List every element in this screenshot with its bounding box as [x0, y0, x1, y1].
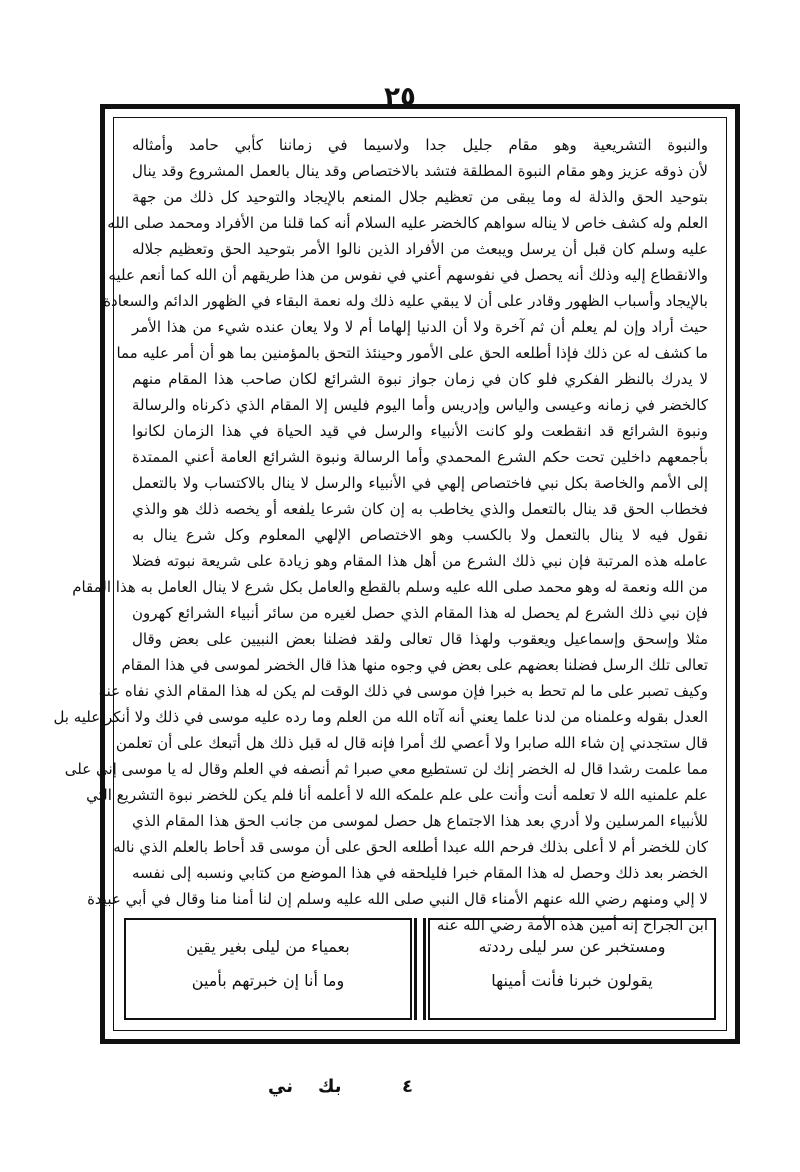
- text-line: كان للخضر أم لا أعلى بذلك فرحم الله عبدا أطلعه الحق على أن موسى قد أحاط بالعلم الذي ناله: [113, 838, 708, 856]
- text-line: بالإيجاد وأسباب الظهور وقادر على أن لا يبقي عليه ذلك وله نعمة البقاء في الظهور الدائم والسعادة: [103, 292, 708, 310]
- text-line: للأنبياء المرسلين ولا أدري بعد هذا الاجتماع هل حصل لموسى من جانب الحق هذا المقام الذي: [132, 812, 708, 830]
- text-line: والنبوة التشريعية وهو مقام جليل جدا ولاسيما في زماننا كأبي حامد وأمثاله: [132, 136, 708, 154]
- text-line: فخطاب الحق قد ينال بالتعمل والذي يخاطب به إن كان شرعا يلفعه أو يخصه ذلك هو والذي: [132, 500, 708, 518]
- text-line: بتوحيد الحق والذلة له وما يبقى من تعظيم جلال المنعم بالإيجاد والتوحيد كل ذلك من جهة: [132, 188, 708, 206]
- verse: وما أنا إن خبرتهم بأمين: [191, 971, 345, 990]
- signature-mark: ٤: [402, 1076, 413, 1097]
- text-line: وكيف تصبر على ما لم تحط به خبرا فإن موسى في ذلك الوقت لم يكن له هذا المقام الذي نفاه عنه: [98, 682, 708, 700]
- text-line: إلى الأمم والخاصة بكل نبي فاختصاص إلهي في الأنبياء والرسل لا ينال بالاكتساب ولا بالتعمل: [132, 474, 708, 492]
- poem-left-hemistich: [124, 918, 412, 1020]
- text-line: نقول فيه لا ينال بالتعمل ولا بالكسب وهو الاختصاص الإلهي المعلوم وكل شرع ينال به: [132, 526, 708, 544]
- text-line: كالخضر في زمانه وعيسى والياس وإدريس وأما اليوم فليس إلا المقام الذي ذكرناه والرسالة: [132, 396, 708, 414]
- text-line: قال ستجدني إن شاء الله صابرا ولا أعصي لك أمرا فإنه قال له قبل ذلك هل أتبعك على أن تعلمن: [115, 734, 708, 752]
- text-line: العدل بقوله وعلمناه من لدنا علما يعني أنه آتاه الله من العلم وما رده عليه موسى في ذلك ولا أنكر عليه بل: [53, 708, 708, 726]
- text-body: [53, 132, 708, 934]
- text-line: العلم وله كشف خاص لا يناله سواهم كالخضر عليه السلام أنه كما قلنا من الأفراد ومحمد صلى الله: [107, 214, 708, 232]
- inner-frame: [53, 117, 727, 1031]
- text-line: لأن ذوقه عزيز وهو مقام النبوة المطلقة فتشد بالاختصاص وقد ينال بالعمل المشروع وقد ينال: [132, 162, 708, 180]
- text-line: مثلا وإسحق وإسماعيل ويعقوب ولهذا قال تعالى ولقد فضلنا بعض النبيين على بعض وقال: [132, 630, 708, 648]
- text-line: ما كشف له عن ذلك فإذا أطلعه الحق على الأمور وحينئذ التحق بالمؤمنين بما هو أن أمر عليه مما: [116, 344, 708, 362]
- poem-right-hemistich: [428, 918, 716, 1020]
- text-line: من الله ونعمة له وهو محمد صلى الله عليه وسلم بالقطع والعامل بكل شرع لا ينال العامل به هذا المقام: [72, 578, 708, 596]
- text-line: ابن الجراح إنه أمين هذه الأمة رضي الله عنه: [436, 916, 708, 934]
- text-line: الخضر بعد ذلك وحصل له هذا المقام خبرا فليلحقه في هذا الموضع من كتابي ونسبه إلى نفسه: [132, 864, 708, 882]
- verse: ومستخبر عن سر ليلى رددته: [478, 937, 666, 956]
- page-footer: [0, 1076, 800, 1116]
- text-line: عليه وسلم كان قبل أن يرسل ويبعث من الأفراد الذين نالوا الأمر بتوحيد الحق وتعظيم جلاله: [132, 240, 708, 258]
- text-line: ونبوة الشرائع قد انقطعت ولو كانت الأنبياء والرسل في قيد الحياة في هذا الزمان لكانوا: [132, 422, 708, 440]
- text-line: عامله هذه المرتبة فإن نبي ذلك الشرع من أهل هذا المقام وهو زيادة على شريعة نبوته فضلا: [132, 552, 708, 570]
- poem-box: [124, 918, 716, 1020]
- text-line: مما علمت رشدا قال له الخضر إنك لن تستطيع معي صبرا ثم أنصفه في العلم وقال له يا موسى إني على: [64, 760, 708, 778]
- verse: بعمياء من ليلى بغير يقين: [186, 937, 350, 956]
- text-line: حيث أراد وإن لم يعلم أن ثم آخرة ولا أن الدنيا إلهاما أم لا ولا يعان عنده شيء من هذا الأمر: [132, 318, 708, 336]
- text-line: علم علمنيه الله لا تعلمه أنت وأنت على علم علمكه الله لا أعلمه أنا فلم يكن للخضر نبوة التشريع التي: [86, 786, 708, 804]
- verse: يقولون خبرنا فأنت أمينها: [491, 971, 653, 990]
- catchword: بك: [318, 1076, 342, 1097]
- text-line: بأجمعهم داخلين تحت حكم الشرع المحمدي وأما الرسالة ونبوة الشرائع العامة أعني الممتدة: [132, 448, 708, 466]
- text-line: لا إلي ومنهم رضي الله عنهم الأمناء قال النبي صلى الله عليه وسلم إن لنا أمنا منا وقال في أبي عبيدة: [87, 890, 708, 908]
- page-number: ٢٥: [384, 82, 416, 112]
- text-line: تعالى تلك الرسل فضلنا بعضهم على بعض في وجوه منها هذا قال الخضر لموسى في هذا المقام: [121, 656, 708, 674]
- text-line: والانقطاع إليه وذلك أنه يحصل في نفوسهم أعني في نفوس من هذا طريقهم أن الله كما أنعم عليه: [108, 266, 708, 284]
- catchword: ني: [268, 1076, 293, 1097]
- page-frame: [53, 104, 740, 1044]
- text-line: فإن نبي ذلك الشرع لم يحصل له هذا المقام الذي حصل لغيره من سائر أنبياء الشرائع كهرون: [132, 604, 708, 622]
- poem-divider: [412, 918, 428, 1020]
- text-line: لا يدرك بالنظر الفكري فلو كان في زمان جواز نبوة الشرائع لكان صاحب هذا المقام منهم: [132, 370, 708, 388]
